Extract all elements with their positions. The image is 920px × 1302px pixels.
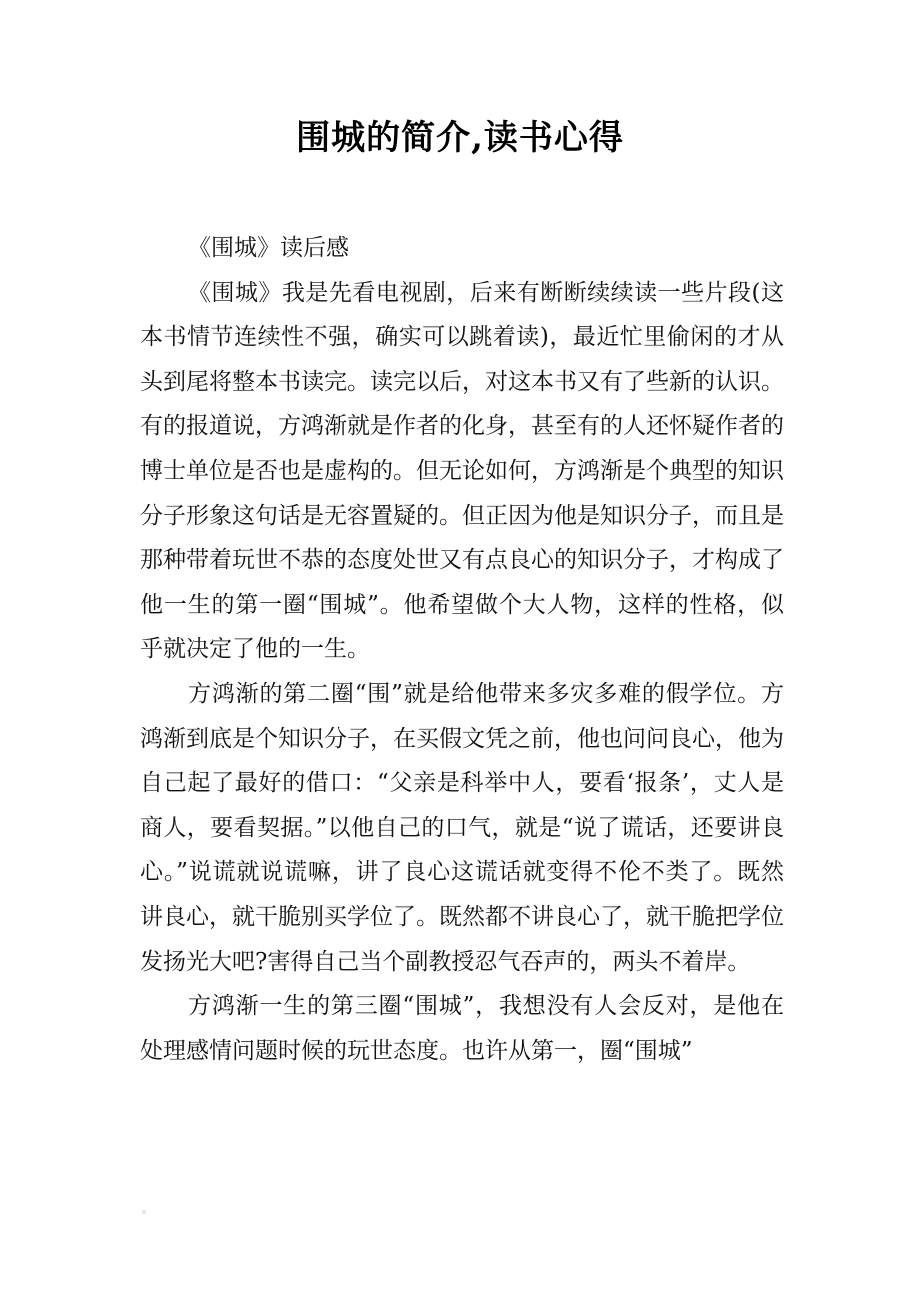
document-body	[140, 226, 784, 1073]
paragraph-1: 《围城》我是先看电视剧，后来有断断续续读一些片段(这本书情节连续性不强，确实可以跳着读)，最近忙里偷闲的才从头到尾将整本书读完。读完以后，对这本书又有了些新的认识。有的报道说，方鸿渐就是作者的化身，甚至有的人还怀疑作者的博士单位是否也是虚构的。但无论如何，方鸿渐是个典型的知识分子形象这句话是无容置疑的。但正因为他是知识分子，而且是那种带着玩世不恭的态度处世又有点良心的知识分子，才构成了他一生的第一圈“围城”。他希望做个大人物，这样的性格，似乎就决定了他的一生。	[140, 279, 784, 663]
paragraph-2: 方鸿渐的第二圈“围”就是给他带来多灾多难的假学位。方鸿渐到底是个知识分子，在买假文凭之前，他也问问良心，他为自己起了最好的借口：“父亲是科举中人，要看‘报条’，丈人是商人，要看契据。”以他自己的口气，就是“说了谎话，还要讲良心。”说谎就说谎嘛，讲了良心这谎话就变得不伦不类了。既然讲良心，就干脆别买学位了。既然都不讲良心了，就干脆把学位发扬光大吧?害得自己当个副教授忍气吞声的，两头不着岸。	[140, 680, 784, 975]
document-title: 围城的简介,读书心得	[296, 118, 624, 158]
essay-subheading: 《围城》读后感	[188, 235, 349, 261]
scan-speck	[142, 1210, 146, 1214]
paragraph-3: 方鸿渐一生的第三圈“围城”，我想没有人会反对，是他在处理感情问题时候的玩世态度。也许从第一，圈“围城”	[140, 993, 784, 1064]
